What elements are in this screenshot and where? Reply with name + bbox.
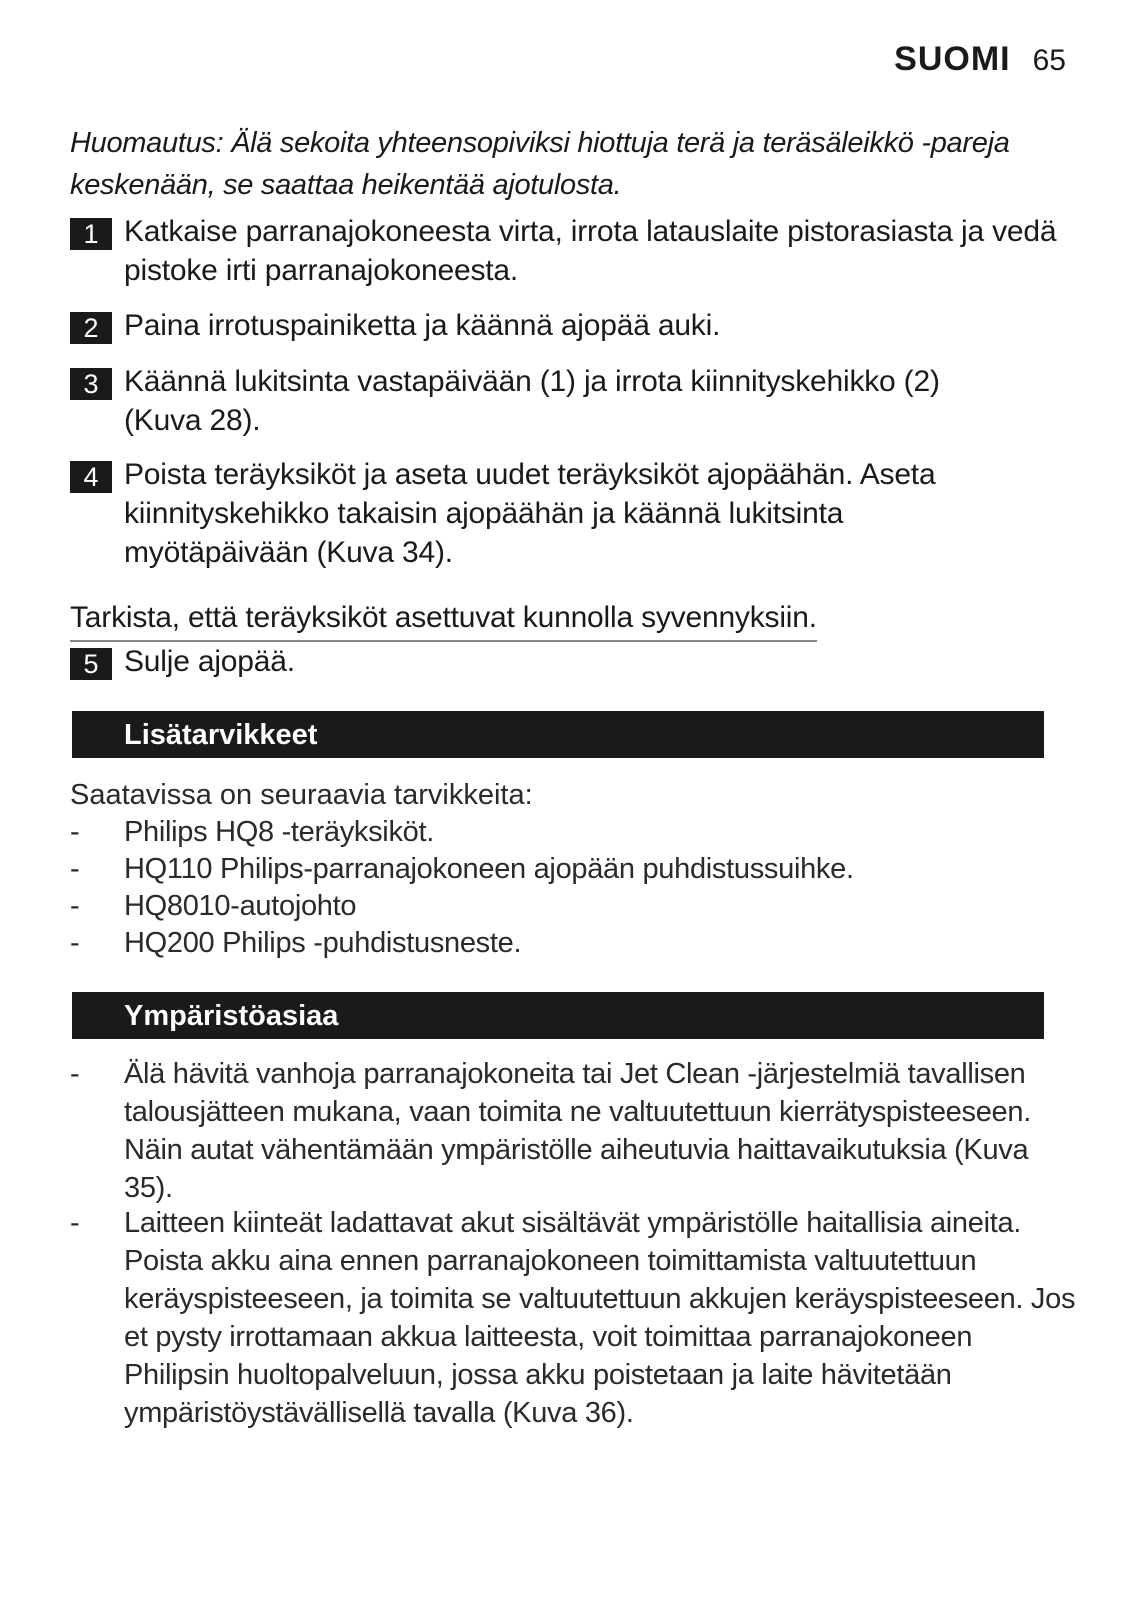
accessories-intro: Saatavissa on seuraavia tarvikkeita: [70, 779, 533, 811]
step-text: Poista teräyksiköt ja aseta uudet teräyksiköt ajopäähän. Aseta kiinnityskehikko takaisin ajopäähän ja käännä lukitsinta myötäpäivään (Kuva 34). [124, 458, 936, 569]
list-item [70, 813, 1070, 851]
list-item-text: Philips HQ8 -teräyksiköt. [124, 816, 434, 848]
list-item [70, 1055, 1080, 1207]
list-item-text: Älä hävitä vanhoja parranajokoneita tai Jet Clean -järjestelmiä tavallisen talousjätteen mukana, vaan toimita ne valtuutettuun kierrätyspisteeseen. Näin autat vähentämään ympäristölle aiheutuvia haittavaikutuksia (Kuva 35). [124, 1058, 1031, 1204]
list-item-text: HQ8010-autojohto [124, 890, 357, 922]
list-marker: - [70, 927, 80, 959]
list-marker: - [70, 1207, 80, 1239]
step-4 [70, 455, 1080, 572]
list-item-text: HQ110 Philips-parranajokoneen ajopään puhdistussuihke. [124, 853, 854, 885]
step-number: 1 [70, 218, 112, 250]
list-marker: - [70, 853, 80, 885]
step-3 [70, 362, 1080, 440]
step-text: Sulje ajopää. [124, 645, 295, 678]
step-text: Katkaise parranajokoneesta virta, irrota latauslaite pistorasiasta ja vedä pistoke irti parranajokoneesta. [124, 215, 1057, 287]
page-number: 65 [1032, 44, 1066, 77]
step-number: 3 [70, 368, 112, 400]
step-number: 4 [70, 461, 112, 493]
list-marker: - [70, 816, 80, 848]
list-item [70, 850, 1070, 888]
page-header [894, 40, 1066, 79]
note-paragraph: Huomautus: Älä sekoita yhteensopiviksi hiottuja terä ja teräsäleikkö -pareja keskenään, se saattaa heikentää ajotulosta. [70, 127, 1010, 201]
step-1 [70, 212, 1080, 290]
list-item [70, 887, 1070, 925]
tip-underlined: Tarkista, että teräyksiköt asettuvat kunnolla syvennyksiin. [70, 598, 817, 642]
list-marker: - [70, 890, 80, 922]
language-label: SUOMI [894, 40, 1011, 78]
step-number: 5 [70, 648, 112, 680]
step-2 [70, 306, 1080, 345]
list-item [70, 924, 1070, 962]
list-item [70, 1204, 1080, 1432]
step-5 [70, 642, 1080, 681]
section-heading-accessories [72, 711, 1044, 758]
section-title: Lisätarvikkeet [124, 719, 318, 751]
list-item-text: Laitteen kiinteät ladattavat akut sisältävät ympäristölle haitallisia aineita. Poista akku aina ennen parranajokoneen toimittamista valtuutettuun keräyspisteeseen, ja toimita se valtuutettuun akkujen keräyspisteeseen. Jos et pysty irrottamaan akkua laitteesta, voit toimittaa parranajokoneen Philipsin huoltopalveluun, jossa akku poistetaan ja laite hävitetään ympäristöystävällisellä tavalla (Kuva 36). [124, 1207, 1076, 1429]
section-title: Ympäristöasiaa [124, 1000, 339, 1032]
step-number: 2 [70, 312, 112, 344]
section-heading-environment [72, 992, 1044, 1039]
list-marker: - [70, 1058, 80, 1090]
list-item-text: HQ200 Philips -puhdistusneste. [124, 927, 522, 959]
step-text: Käännä lukitsinta vastapäivään (1) ja irrota kiinnityskehikko (2) (Kuva 28). [124, 365, 940, 437]
step-text: Paina irrotuspainiketta ja käännä ajopää auki. [124, 309, 721, 342]
